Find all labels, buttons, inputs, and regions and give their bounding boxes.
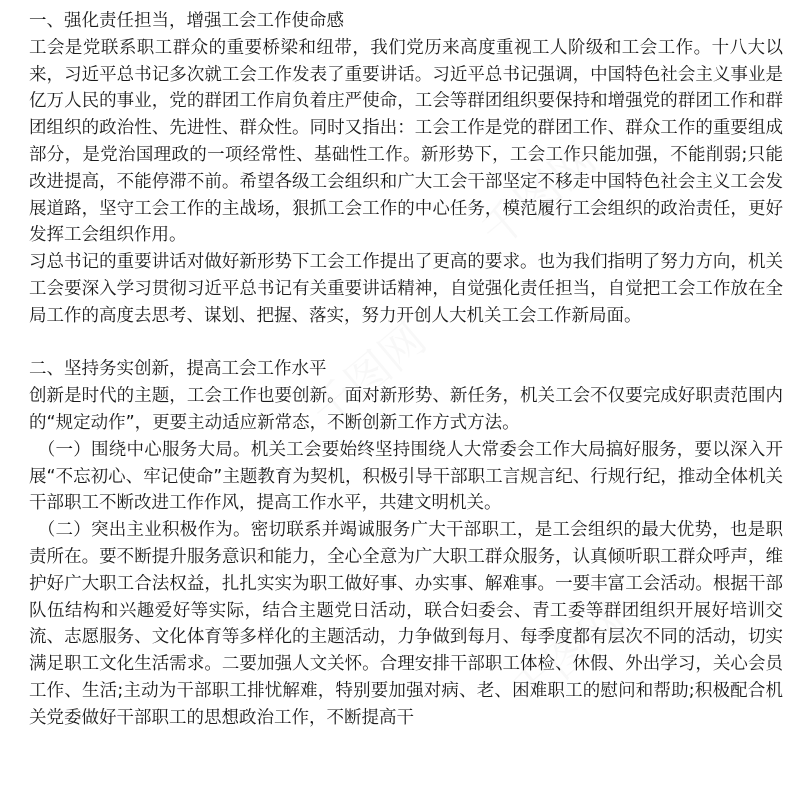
document-body [29,8,783,732]
paragraph: 工会是党联系职工群众的重要桥梁和纽带，我们党历来高度重视工人阶级和工会工作。十八大以来，习近平总书记多次就工会工作发表了重要讲话。习近平总书记强调，中国特色社会主义事业是亿万人民的事业，党的群团工作肩负着庄严使命，工会等群团组织要保持和增强党的群团工作和群团组织的政治性、先进性、群众性。同时又指出：工会工作是党的群团工作、群众工作的重要组成部分，是党治国理政的一项经常性、基础性工作。新形势下，工会工作只能加强，不能削弱;只能改进提高，不能停滞不前。希望各级工会组织和广大工会干部坚定不移走中国特色社会主义工会发展道路，坚守工会工作的主战场，狠抓工会工作的中心任务，模范履行工会组织的政治责任，更好发挥工会组织作用。 [29,37,783,246]
paragraph: 创新是时代的主题，工会工作也要创新。面对新形势、新任务，机关工会不仅要完成好职责范围内的“规定动作”，更要主动适应新常态，不断创新工作方式方法。 [29,386,783,433]
section-heading-1: 一、强化责任担当，增强工会工作使命感 [29,11,344,31]
list-item: （二）突出主业积极作为。密切联系并竭诚服务广大干部职工，是工会组织的最大优势，也是职责所在。要不断提升服务意识和能力，全心全意为广大职工群众服务，认真倾听职工群众呼声，维护好广大职工合法权益，扎扎实实为职工做好事、办实事、解难事。一要丰富工会活动。根据干部队伍结构和兴趣爱好等实际，结合主题党日活动，联合妇委会、青工委等群团组织开展好培训交流、志愿服务、文化体育等多样化的主题活动，力争做到每月、每季度都有层次不同的活动，切实满足职工文化生活需求。二要加强人文关怀。合理安排干部职工体检、休假、外出学习，关心会员工作、生活;主动为干部职工排忧解难，特别要加强对病、老、困难职工的慰问和帮助;积极配合机关党委做好干部职工的思想政治工作，不断提高干 [29,520,783,728]
watermark: 千图网 [501,593,636,718]
list-item: （一）围绕中心服务大局。机关工会要始终坚持围绕人大常委会工作大局搞好服务，要以深入开展“不忘初心、牢记使命”主题教育为契机，积极引导干部职工言规言纪、行规行纪，推动全体机关干部职工不断改进工作作风，提高工作水平，共建文明机关。 [29,439,783,514]
watermark: 千图网 [301,313,436,438]
section-heading-2: 二、坚持务实创新，提高工会工作水平 [29,359,327,380]
blank-line [29,330,783,357]
watermark: 千图网 [471,133,606,258]
paragraph: 习总书记的重要讲话对做好新形势下工会工作提出了更高的要求。也为我们指明了努力方向，机关工会要深入学习贯彻习近平总书记有关重要讲话精神，自觉强化责任担当，自觉把工会工作放在全局工作的高度去思考、谋划、把握、落实，努力开创人大机关工会工作新局面。 [29,252,783,326]
